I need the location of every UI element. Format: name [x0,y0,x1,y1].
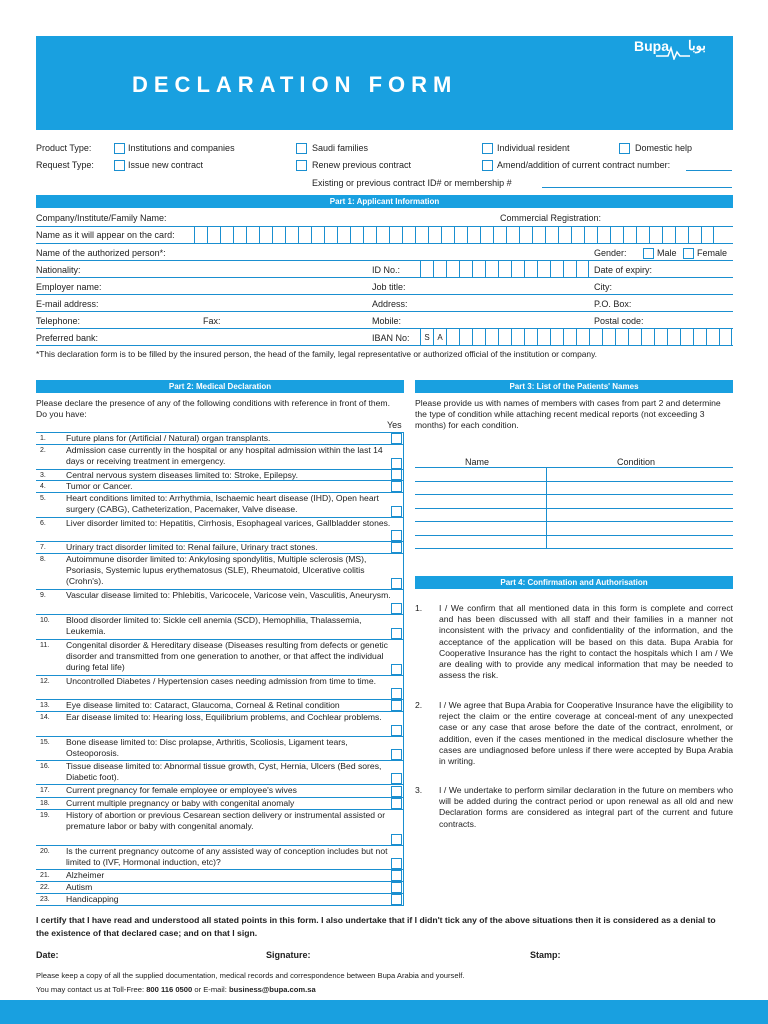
condition-number: 15. [40,739,50,746]
company-label: Company/Institute/Family Name: [36,213,167,223]
option-institutions: Institutions and companies [128,143,235,153]
authorized-label: Name of the authorized person*: [36,248,166,258]
part4-title: Part 4: Confirmation and Authorisation [415,576,733,589]
condition-text: Is the current pregnancy outcome of any assisted way of conception includes but not limited to (IVF, Hormonal induction, etc)? [66,846,388,867]
medical-condition-row [36,881,404,893]
condition-text: Central nervous system diseases limited to: Stroke, Epilepsy. [66,470,298,480]
contact-line [36,984,316,995]
medical-condition-row [36,614,404,639]
medical-condition-row [36,711,404,736]
page-title: DECLARATION FORM [132,72,458,97]
yes-checkbox[interactable] [391,433,402,444]
certification-text: I certify that I have read and understood all stated points in this form. I also undertake that if I didn't tick any of the above situations then it is considered as a denial to the existence of that declared case; and on that I sign. [36,915,716,938]
medical-condition-row [36,589,404,614]
yes-checkbox[interactable] [391,834,402,845]
id-no-label: ID No.: [372,265,401,275]
medical-condition-row [36,736,404,760]
condition-number: 9. [40,592,46,599]
condition-number: 22. [40,884,50,891]
condition-number: 12. [40,678,50,685]
nationality-label: Nationality: [36,265,81,275]
item-number: 2. [415,700,423,710]
condition-text: Bone disease limited to: Disc prolapse, Arthritis, Scoliosis, Ligament tears, Osteoporosis. [66,737,348,758]
table-row[interactable] [415,548,733,549]
option-issue-new: Issue new contract [128,160,204,170]
date-label: Date: [36,950,59,960]
bank-label: Preferred bank: [36,333,99,343]
stamp-label: Stamp: [530,950,561,960]
medical-condition-row [36,469,404,480]
item-text: I / We agree that Bupa Arabia for Cooperative Insurance have the eligibility to reject the claim or the entire coverage at conceal-ment of any unexpected case or any case that arose before the date of the contract, enrolment, or addition, even if the cases mentioned in the medical disclosure whether the cases are undiagnosed before unless if there were accepted by Bupa Arabia in writing. [439,700,733,767]
condition-number: 4. [40,483,46,490]
condition-number: 18. [40,800,50,807]
part4-item-3 [415,785,733,835]
yes-checkbox[interactable] [391,870,402,881]
condition-column-header: Condition [617,457,656,467]
condition-number: 6. [40,520,46,527]
medical-condition-row [36,480,404,492]
condition-number: 5. [40,495,46,502]
yes-checkbox[interactable] [391,700,402,711]
item-number: 1. [415,603,423,613]
medical-condition-row [36,699,404,711]
condition-text: Admission case currently in the hospital or any hospital admission within the last 14 days or receiving treatment in emergency. [66,445,383,466]
item-text: I / We confirm that all mentioned data in this form is complete and correct and has been discussed with all staff and their families in a manner not inconsistent with the privacy and confidentiality of the information, and the acceptance of the application will be based on this data. Bupa Arabia for Cooperative Insurance has the right to contact the hospitals which I am / We are dealing with to provide any medical information that may be needed to assess the risk. [439,603,733,681]
list-right-border [403,432,404,905]
option-domestic-help: Domestic help [635,143,693,153]
iban-label: IBAN No: [372,333,410,343]
yes-checkbox[interactable] [391,749,402,760]
option-amend: Amend/addition of current contract number: [497,160,671,170]
card-name-cells[interactable] [194,227,714,244]
yes-checkbox[interactable] [391,603,402,614]
option-renew: Renew previous contract [312,160,412,170]
yes-checkbox[interactable] [391,773,402,784]
medical-condition-row [36,444,404,469]
checkbox-individual-resident[interactable] [482,143,493,154]
logo-text: Bupa [634,38,669,54]
telephone-label: Telephone: [36,316,81,326]
contact-middle: or E-mail: [194,985,227,994]
condition-text: History of abortion or previous Cesarean section delivery or instrumental assisted or premature labor or baby with congenital anomaly. [66,810,386,831]
yes-column-label: Yes [387,420,402,430]
job-title-label: Job title: [372,282,406,292]
keep-copy-note: Please keep a copy of all the supplied documentation, medical records and correspondence between Bupa Arabia and yourself. [36,971,465,980]
part1-note: *This declaration form is to be filled by the insured person, the head of the family, legal representative or authorized official of the institution or company. [36,349,597,359]
medical-condition-row [36,541,404,553]
condition-number: 14. [40,714,50,721]
checkbox-amend[interactable] [482,160,493,171]
checkbox-male[interactable] [643,248,654,259]
email-label: E-mail address: [36,299,99,309]
yes-checkbox[interactable] [391,469,402,480]
yes-checkbox[interactable] [391,530,402,541]
condition-text: Handicapping [66,894,119,904]
yes-checkbox[interactable] [391,786,402,797]
condition-number: 2. [40,447,46,454]
option-saudi-families: Saudi families [312,143,369,153]
logo-arabic: بوبا [688,38,706,53]
checkbox-institutions[interactable] [114,143,125,154]
part3-intro: Please provide us with names of members with cases from part 2 and determine the type of condition while attaching recent medical reports (not exceeding 3 months) for each condition. [415,398,721,430]
condition-number: 16. [40,763,50,770]
id-no-cells[interactable] [420,261,589,278]
table-row[interactable] [415,521,733,522]
medical-condition-row [36,639,404,675]
fax-label: Fax: [203,316,221,326]
part3-title: Part 3: List of the Patients' Names [415,380,733,393]
female-label: Female [697,248,728,258]
condition-text: Autoimmune disorder limited to: Ankylosing spondylitis, Multiple sclerosis (MS), Psoriasis, Systemic lupus erythematosus (SLE), Rheumatoid, Ulcerative colitis (Crohn's). [66,554,367,586]
item-number: 3. [415,785,423,795]
condition-number: 8. [40,556,46,563]
product-type-label: Product Type: [36,143,92,153]
table-row[interactable] [415,494,733,495]
condition-number: 23. [40,896,50,903]
condition-number: 1. [40,435,46,442]
existing-contract-label: Existing or previous contract ID# or membership # [312,178,512,188]
condition-text: Congenital disorder & Hereditary disease (Diseases resulting from defects or genetic disorder and transmitted from one generation to another, or that affect the individual during fetal life) [66,640,388,672]
condition-text: Tissue disease limited to: Abnormal tissue growth, Cyst, Hernia, Ulcers (Bed sores, Diabetic foot). [66,761,382,782]
condition-number: 7. [40,544,46,551]
checkbox-issue-new[interactable] [114,160,125,171]
checkbox-female[interactable] [683,248,694,259]
medical-condition-row [36,845,404,869]
medical-condition-row [36,675,404,699]
checkbox-saudi-families[interactable] [296,143,307,154]
card-name-label: Name as it will appear on the card: [36,230,175,240]
signature-label: Signature: [266,950,311,960]
yes-checkbox[interactable] [391,798,402,809]
checkbox-domestic-help[interactable] [619,143,630,154]
part2-intro: Please declare the presence of any of the following conditions with reference in front of them. Do you have: [36,398,390,419]
yes-checkbox[interactable] [391,725,402,736]
heartbeat-icon [656,46,690,60]
medical-condition-row [36,869,404,881]
part1-title: Part 1: Applicant Information [36,195,733,208]
medical-condition-row [36,893,404,905]
condition-number: 17. [40,787,50,794]
condition-text: Autism [66,882,93,892]
table-row[interactable] [415,481,733,482]
gender-label: Gender: [594,248,627,258]
item-text: I / We undertake to perform similar declaration in the future on members who will be added during the contract period or upon renewal as all old and new Declaration forms are considered as integral part of the current and future contracts. [439,785,733,829]
condition-text: Future plans for (Artificial / Natural) organ transplants. [66,433,271,443]
table-row[interactable] [415,535,733,536]
condition-text: Tumor or Cancer. [66,481,133,491]
condition-number: 21. [40,872,50,879]
existing-contract-line[interactable] [542,187,732,188]
condition-text: Ear disease limited to: Hearing loss, Equilibrium problems, and Cochlear problems. [66,712,382,722]
male-label: Male [657,248,677,258]
condition-text: Current pregnancy for female employee or employee's wives [66,785,297,795]
option-individual-resident: Individual resident [497,143,570,153]
name-column-header: Name [465,457,490,467]
checkbox-renew[interactable] [296,160,307,171]
condition-text: Blood disorder limited to: Sickle cell anemia (SCD), Hemophilia, Thalassemia, Leukemia. [66,615,362,636]
contact-prefix: You may contact us at Toll-Free: [36,985,145,994]
yes-checkbox[interactable] [391,542,402,553]
medical-condition-row [36,432,404,444]
medical-condition-row [36,553,404,589]
bupa-logo [634,38,706,54]
city-label: City: [594,282,612,292]
employer-label: Employer name: [36,282,102,292]
part4-item-2 [415,700,733,790]
condition-text: Uncontrolled Diabetes / Hypertension cases needing admission from time to time. [66,676,377,686]
condition-number: 20. [40,848,50,855]
yes-checkbox[interactable] [391,858,402,869]
address-label: Address: [372,299,408,309]
condition-text: Vascular disease limited to: Phlebitis, Varicocele, Varicose vein, Vasculitis, Aneurysm. [66,590,391,600]
medical-condition-row [36,809,404,845]
toll-free-number[interactable]: 800 116 0500 [146,985,193,994]
yes-checkbox[interactable] [391,894,402,905]
yes-checkbox[interactable] [391,628,402,639]
medical-condition-row [36,492,404,517]
condition-text: Heart conditions limited to: Arrhythmia, Ischaemic heart disease (IHD), Open heart surgery (CABG), Catheterization, Pacemaker, Valve disease. [66,493,379,514]
list-bottom-line [36,905,404,906]
table-column-divider [546,467,547,548]
request-type-label: Request Type: [36,160,94,170]
medical-condition-row [36,784,404,797]
medical-condition-row [36,517,404,541]
condition-number: 3. [40,472,46,479]
pobox-label: P.O. Box: [594,299,632,309]
part2-title: Part 2: Medical Declaration [36,380,404,393]
expiry-label: Date of expiry: [594,265,653,275]
condition-number: 11. [40,642,50,649]
condition-number: 13. [40,702,50,709]
medical-condition-row [36,760,404,784]
commercial-registration-label: Commercial Registration: [500,213,602,223]
table-row[interactable] [415,467,733,468]
yes-checkbox[interactable] [391,882,402,893]
mobile-label: Mobile: [372,316,402,326]
medical-condition-row [36,797,404,809]
yes-checkbox[interactable] [391,481,402,492]
iban-cells[interactable]: S A [420,329,732,346]
condition-text: Liver disorder limited to: Hepatitis, Cirrhosis, Esophageal varices, Gallbladder stones. [66,518,391,528]
postal-label: Postal code: [594,316,644,326]
table-row[interactable] [415,508,733,509]
footer-bar [0,1000,768,1024]
yes-checkbox[interactable] [391,664,402,675]
yes-checkbox[interactable] [391,578,402,589]
condition-text: Alzheimer [66,870,105,880]
yes-checkbox[interactable] [391,688,402,699]
contact-email[interactable]: business@bupa.com.sa [228,985,316,994]
condition-text: Current multiple pregnancy or baby with congenital anomaly [66,798,295,808]
yes-checkbox[interactable] [391,458,402,469]
amend-number-line[interactable] [686,170,732,171]
condition-number: 19. [40,812,50,819]
condition-text: Urinary tract disorder limited to: Renal failure, Urinary tract stones. [66,542,318,552]
part4-item-1 [415,603,733,703]
yes-checkbox[interactable] [391,506,402,517]
condition-number: 10. [40,617,50,624]
condition-text: Eye disease limited to: Cataract, Glaucoma, Corneal & Retinal condition [66,700,340,710]
